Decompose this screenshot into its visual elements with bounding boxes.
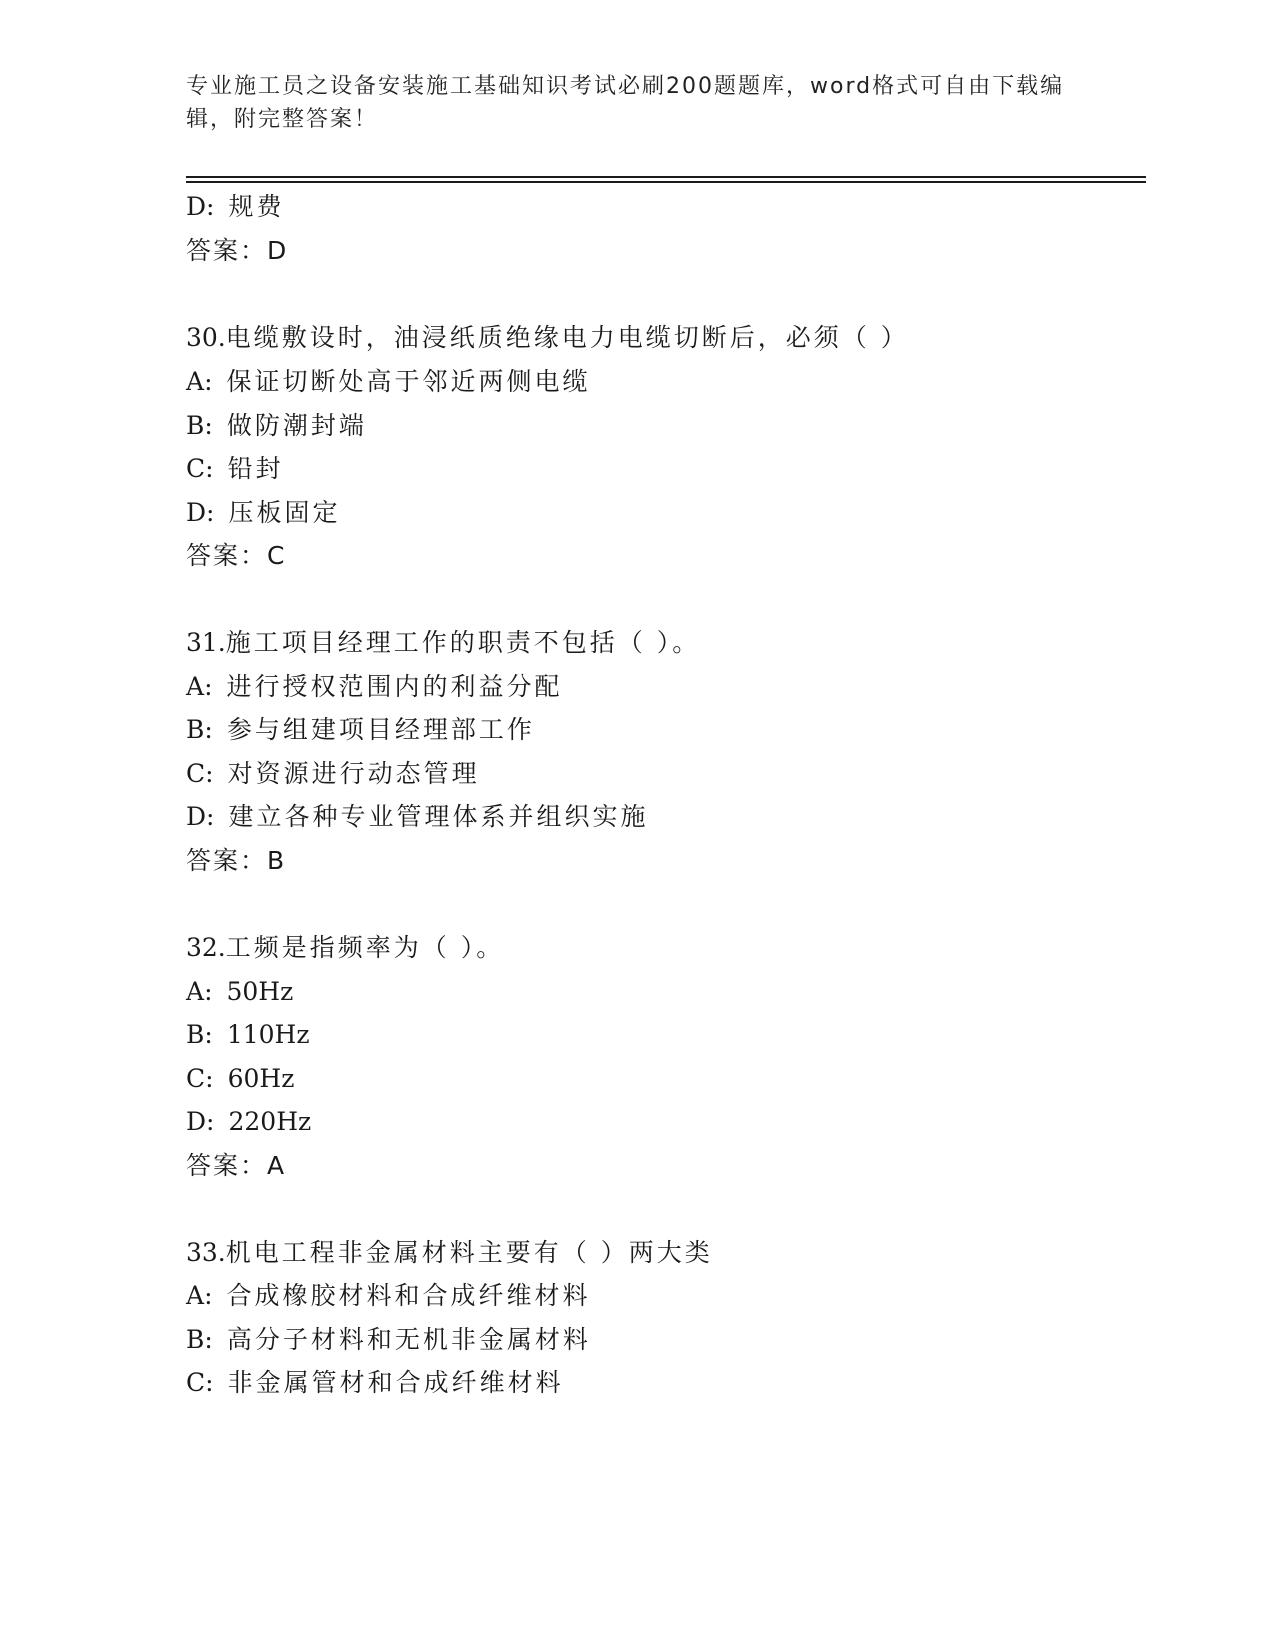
question-stem: 电缆敷设时，油浸纸质绝缘电力电缆切断后，必须（ ） xyxy=(225,323,909,352)
answer-value: B xyxy=(267,846,287,875)
question-31-option-c xyxy=(186,758,480,790)
option-letter: D xyxy=(186,802,207,831)
option-letter: D xyxy=(186,498,207,527)
question-30-option-c xyxy=(186,453,284,485)
answer-value: C xyxy=(267,541,287,570)
option-separator: : xyxy=(205,1064,214,1093)
question-31-option-b xyxy=(186,714,535,746)
option-separator: : xyxy=(205,759,214,788)
option-text: 50Hz xyxy=(226,977,294,1006)
question-32-option-d xyxy=(186,1106,311,1138)
option-text: 60Hz xyxy=(227,1064,295,1093)
question-33-option-c xyxy=(186,1367,564,1399)
question-32-answer xyxy=(186,1150,286,1182)
question-30-stem xyxy=(186,322,909,354)
option-text: 高分子材料和无机非金属材料 xyxy=(226,1325,591,1354)
question-number: 33. xyxy=(186,1238,226,1267)
option-letter: B xyxy=(186,1020,205,1049)
option-separator: : xyxy=(204,1325,213,1354)
answer-label: 答案： xyxy=(186,236,268,265)
question-31-stem xyxy=(186,627,700,659)
option-text: 非金属管材和合成纤维材料 xyxy=(227,1368,564,1397)
question-30-option-a xyxy=(186,366,591,398)
option-letter: A xyxy=(186,1281,205,1310)
option-separator: : xyxy=(204,367,213,396)
question-number: 32. xyxy=(186,933,226,962)
question-stem: 工频是指频率为（ ）。 xyxy=(225,933,505,962)
option-separator: : xyxy=(206,1107,215,1136)
question-number: 30. xyxy=(186,323,226,352)
option-letter: B xyxy=(186,1325,205,1354)
option-text: 对资源进行动态管理 xyxy=(227,759,480,788)
option-letter: D xyxy=(186,1107,207,1136)
option-letter: B xyxy=(186,411,205,440)
header-rule-bottom xyxy=(186,181,1146,183)
question-30-option-b xyxy=(186,410,367,442)
option-letter: D xyxy=(186,192,207,221)
question-number: 31. xyxy=(186,628,226,657)
prev-option-d xyxy=(186,191,285,223)
answer-label: 答案： xyxy=(186,846,268,875)
option-text: 规费 xyxy=(228,192,285,221)
document-title: 专业施工员之设备安装施工基础知识考试必刷200题题库，word格式可自由下载编辑，附完整答案！ xyxy=(186,74,1065,132)
answer-value: D xyxy=(267,236,289,265)
prev-answer xyxy=(186,235,288,267)
question-31-option-a xyxy=(186,671,563,703)
option-separator: : xyxy=(204,715,213,744)
option-separator: : xyxy=(204,672,213,701)
option-text: 进行授权范围内的利益分配 xyxy=(226,672,563,701)
option-separator: : xyxy=(206,498,215,527)
option-text: 保证切断处高于邻近两侧电缆 xyxy=(226,367,591,396)
question-32-option-c xyxy=(186,1063,294,1095)
answer-label: 答案： xyxy=(186,541,268,570)
option-letter: C xyxy=(186,454,206,483)
question-30-option-d xyxy=(186,497,341,529)
question-31-option-d xyxy=(186,801,649,833)
option-text: 做防潮封端 xyxy=(226,411,367,440)
option-letter: A xyxy=(186,367,205,396)
option-text: 建立各种专业管理体系并组织实施 xyxy=(228,802,649,831)
option-separator: : xyxy=(204,1281,213,1310)
option-separator: : xyxy=(205,454,214,483)
option-text: 合成橡胶材料和合成纤维材料 xyxy=(226,1281,591,1310)
option-separator: : xyxy=(204,1020,213,1049)
option-letter: A xyxy=(186,977,205,1006)
question-stem: 施工项目经理工作的职责不包括（ ）。 xyxy=(225,628,701,657)
question-30-answer xyxy=(186,540,286,572)
option-text: 110Hz xyxy=(226,1020,310,1049)
option-text: 220Hz xyxy=(228,1107,312,1136)
answer-value: A xyxy=(267,1151,287,1180)
question-stem: 机电工程非金属材料主要有（ ）两大类 xyxy=(225,1238,713,1267)
option-letter: C xyxy=(186,759,206,788)
option-text: 压板固定 xyxy=(228,498,341,527)
option-separator: : xyxy=(206,802,215,831)
question-32-option-a xyxy=(186,976,293,1008)
question-32-stem xyxy=(186,932,504,964)
question-32-option-b xyxy=(186,1019,310,1051)
option-separator: : xyxy=(204,977,213,1006)
option-text: 参与组建项目经理部工作 xyxy=(226,715,535,744)
option-letter: B xyxy=(186,715,205,744)
question-31-answer xyxy=(186,845,286,877)
header-rule-top xyxy=(186,176,1146,178)
option-text: 铅封 xyxy=(227,454,284,483)
question-33-option-b xyxy=(186,1324,591,1356)
option-letter: C xyxy=(186,1368,206,1397)
option-letter: A xyxy=(186,672,205,701)
question-33-option-a xyxy=(186,1280,591,1312)
option-separator: : xyxy=(206,192,215,221)
question-33-stem xyxy=(186,1237,713,1269)
option-separator: : xyxy=(204,411,213,440)
option-separator: : xyxy=(205,1368,214,1397)
option-letter: C xyxy=(186,1064,206,1093)
answer-label: 答案： xyxy=(186,1151,268,1180)
